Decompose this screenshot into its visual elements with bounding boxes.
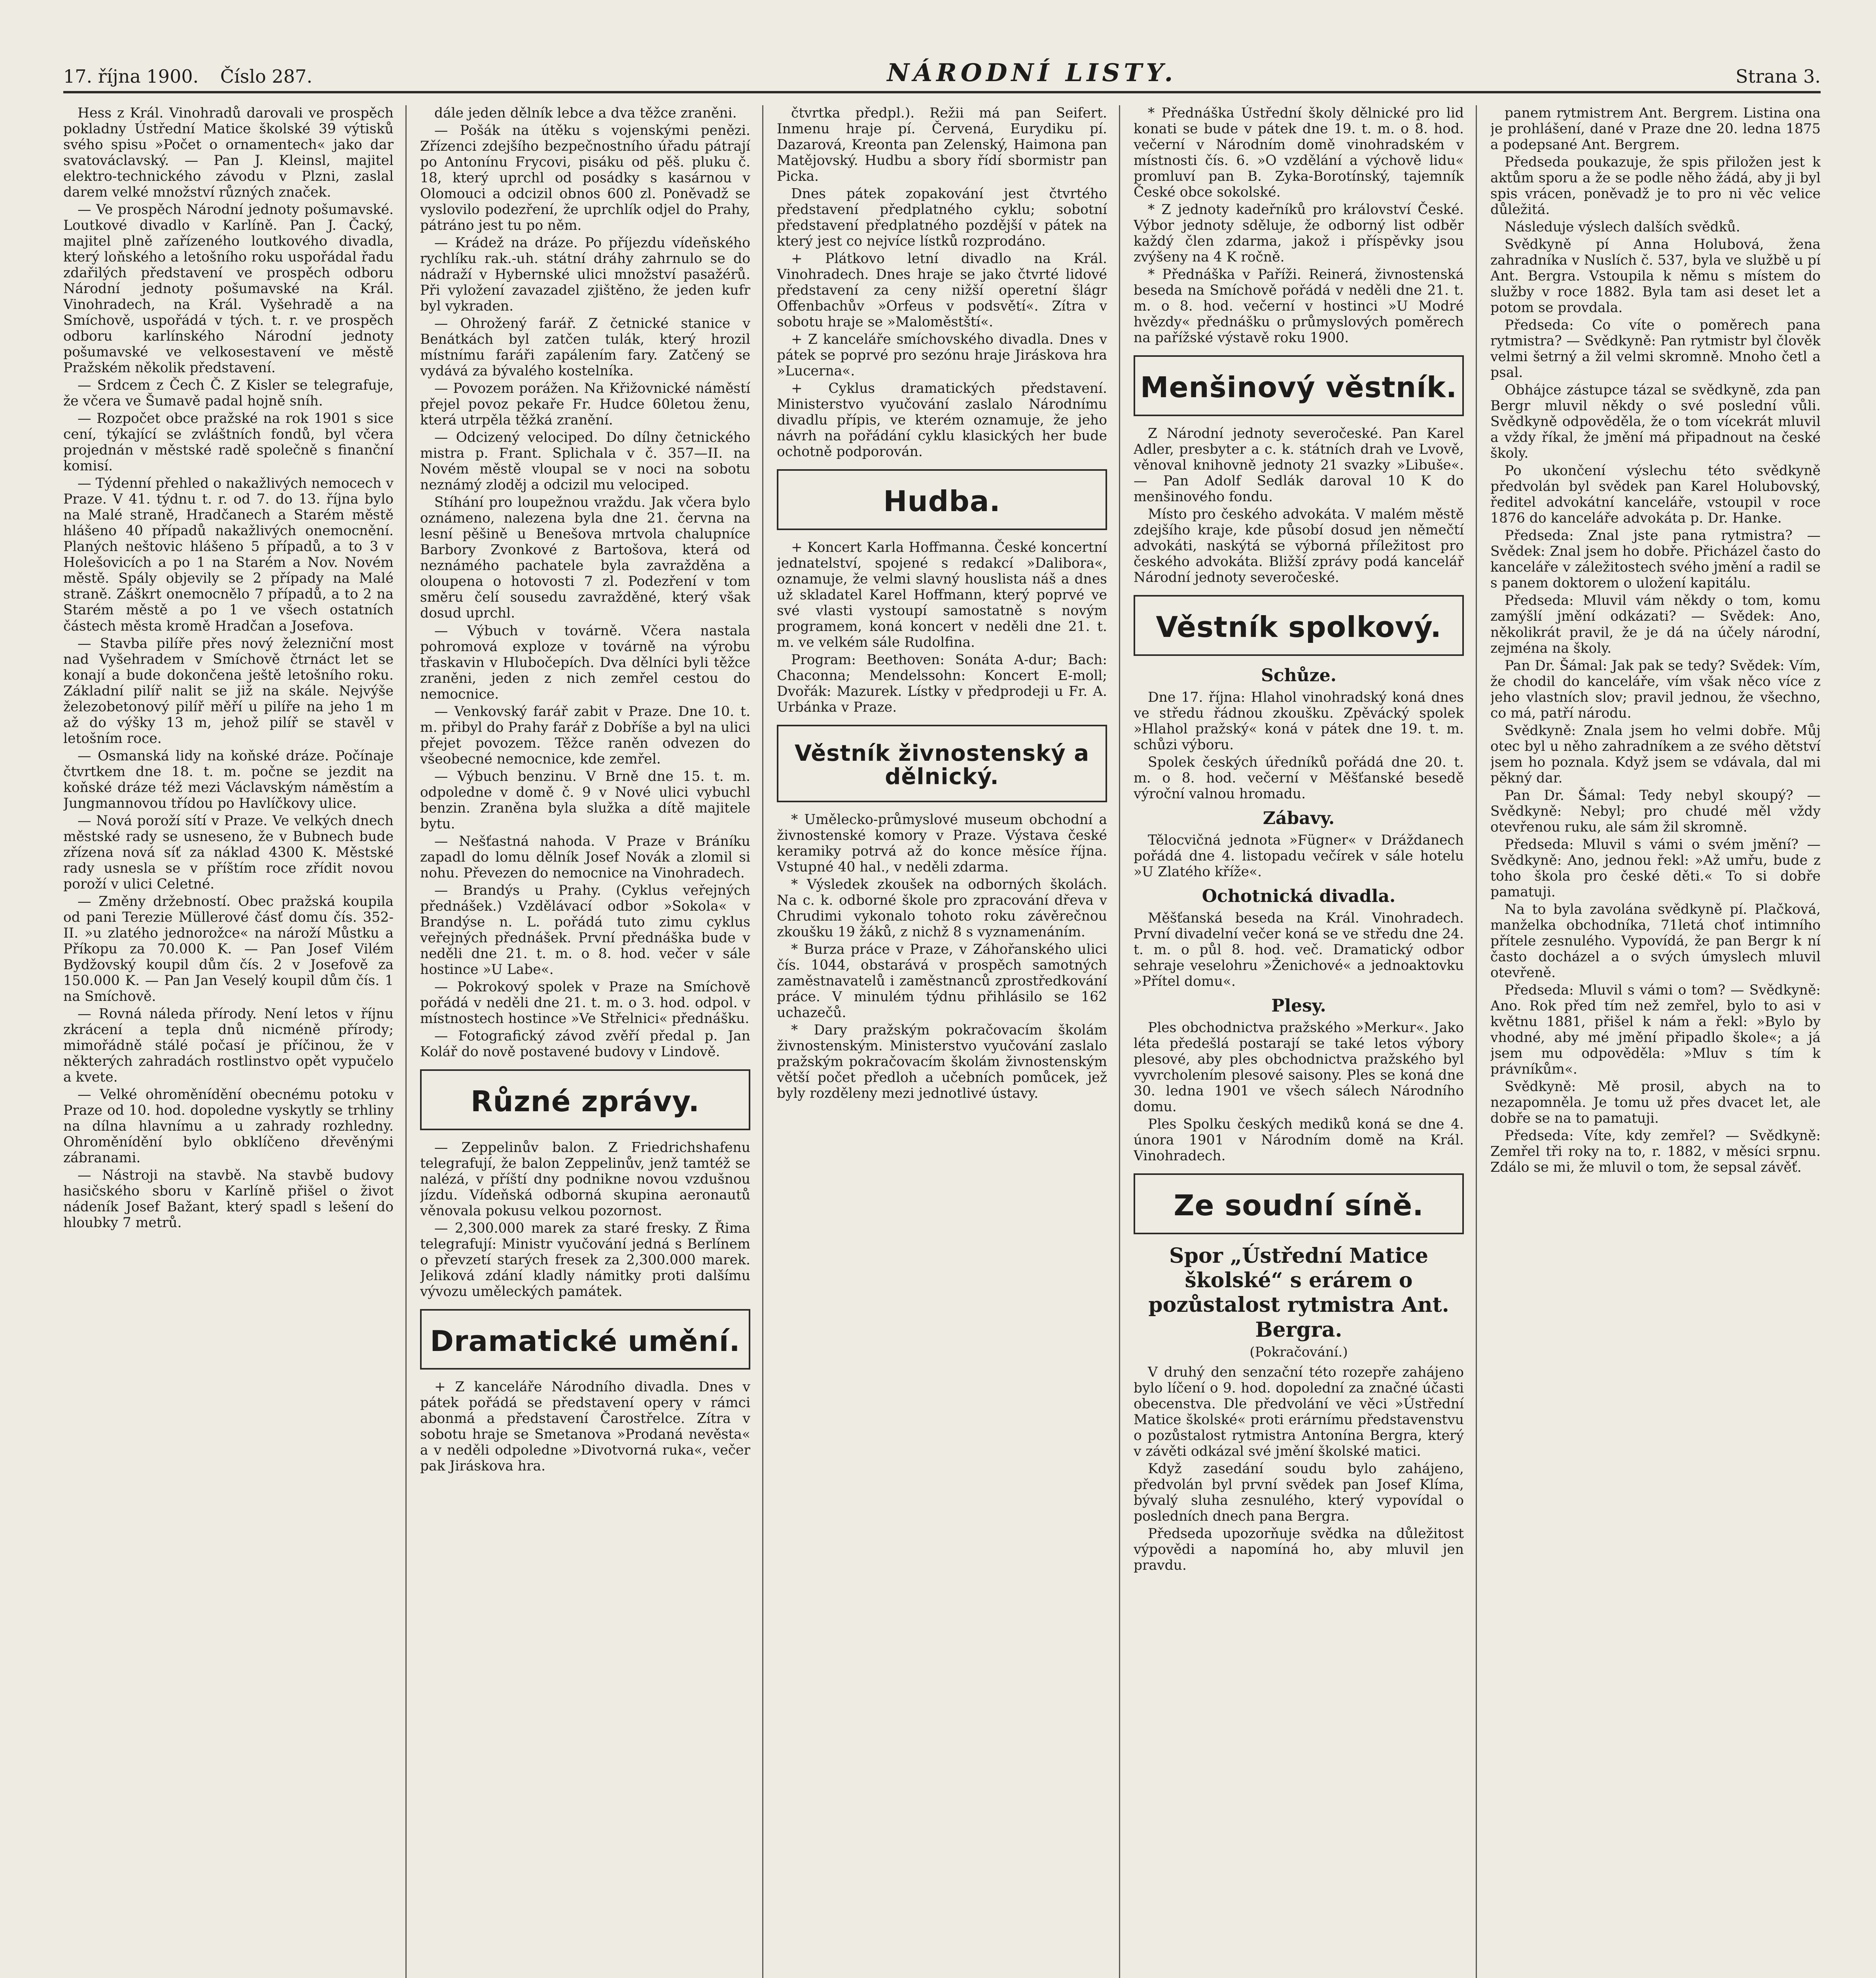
article-paragraph: dále jeden dělník lebce a dva těžce zraněni. [434,105,737,121]
article-paragraph: + Z kanceláře Národního divadla. Dnes v pátek pořádá se představení opery v rámci abonmá a představení Čarostřelce. Zítra v sobotu hraje se Smetanova »Prodaná nevěsta« a v neděli odpoledne »Divotvorná ruka«, večer pak Jiráskova hra. [420,1379,750,1474]
article-paragraph: * Dary pražským pokračovacím školám živnostenským. Ministerstvo vyučování zaslalo pražským pokračovacím školám živnostenským větší počet předloh a učebních pomůcek, jež byly rozděleny mezi jednotlivé ústavy. [777,1022,1107,1101]
article-paragraph: Předseda: Znal jste pana rytmistra? — Svědek: Znal jsem ho dobře. Přicházel často do kanceláře v záležitostech svého jmění a radil se s panem doktorem o uložení kapitálu. [1490,528,1821,591]
article-paragraph: Ples obchodnictva pražského »Merkur«. Jako léta předešlá postarají se také letos výbory plesové, aby ples obchodnictva pražského byl vyvrcholením plesové saisony. Ples se koná dne 30. ledna 1901 ve všech sálech Národního domu. [1134,1019,1464,1115]
section-heading: Hudba. [883,485,1001,518]
section-heading: Věstník spolkový. [1156,610,1442,644]
article-paragraph: * Přednáška v Paříži. Reinerá, živnostenská beseda na Smíchově pořádá v neděli dne 21. t. m. o 8. hod. večerní v hostinci »U Modré hvězdy« přednášku o průmyslových poměrech na pařížské výstavě roku 1900. [1134,267,1464,346]
article-paragraph: Dnes pátek zopakování jest čtvrtého představení předplatného cyklu; sobotní představení předplatného pozdější v pátek na který jest co nejvíce lístků rozprodáno. [777,186,1107,250]
article-paragraph: * Přednáška Ústřední školy dělnické pro lid konati se bude v pátek dne 19. t. m. o 8. hod. večerní v Národním domě vinohradském v místnosti čís. 6. »O vzdělání a výchově lidu« promluví pan B. Zyka-Borotínský, tajemník České obce sokolské. [1134,105,1464,201]
article-paragraph: panem rytmistrem Ant. Bergrem. Listina ona je prohlášení, dané v Praze dne 20. ledna 1875 a podepsané Ant. Bergrem. [1490,105,1821,153]
article-paragraph: — Ohrožený farář. Z četnické stanice v Benátkách byl zatčen tulák, který hrozil místnímu faráři zapálením fary. Zatčený se vydává za bývalého kostelníka. [420,316,750,379]
article-paragraph: Předseda: Co víte o poměrech pana rytmistra? — Svědkyně: Pan rytmistr byl člověk velmi šetrný a žil velmi skromně. Mnoho četl a psal. [1490,317,1821,381]
article-paragraph: V druhý den senzační této rozepře zahájeno bylo líčení o 9. hod. dopolední za značné účasti obecenstva. Dle předvolání ve věci »Ústřední Matice školské« proti erárnímu představenstvu o pozůstalost rytmistra Antonína Bergra, který v závěti odkázal své jmění školské matici. [1134,1364,1464,1459]
article-paragraph: — Rovná náleda přírody. Není letos v říjnu zkrácení a tepla dnů nicméně přírody; mimořádně stálé počasí je příčinou, že v některých zahradách rostlinstvo opět vypučelo a kvete. [63,1006,394,1085]
article-paragraph: Stíhání pro loupežnou vraždu. Jak včera bylo oznámeno, nalezena byla dne 21. června na lesní pěšině u Benešova mrtvola chalupníce Barbory Zvonkové z Bartošova, která od neznámého pachatele byla zavražděna a oloupena o hotovosti 7 zl. Podezření v tom směru čelí sousedu zavražděné, který však dosud uprchl. [420,494,750,621]
article-columns [63,105,1821,1978]
issue-number: Číslo 287. [220,66,312,87]
article-paragraph: + Koncert Karla Hoffmanna. České koncertní jednatelství, spojené s redakcí »Dalibora«, oznamuje, že velmi slavný houslista náš a dnes už skladatel Karel Hoffmann, který poprvé ve své vlasti vystoupí samostatně s novým programem, koná koncert v neděli dne 21. t. m. ve velkém sále Rudolfina. [777,539,1107,651]
article-paragraph: Když zasedání soudu bylo zahájeno, předvolán byl první svědek pan Josef Klíma, bývalý sluha zesnulého, který vypovídal o posledních dnech pana Bergra. [1134,1461,1464,1524]
article-paragraph: Následuje výslech dalších svědků. [1505,219,1740,235]
article-paragraph: Program: Beethoven: Sonáta A-dur; Bach: Chaconna; Mendelssohn: Koncert E-moll; Dvořák: Mazurek. Lístky v předprodeji u Fr. A. Urbánka v Praze. [777,652,1107,716]
page-header [63,59,1821,93]
article-paragraph: — Povozem porážen. Na Křižovnické náměstí přejel povoz pekaře Fr. Hudce 60letou ženu, která utrpěla těžká zranění. [420,381,750,428]
article-paragraph: — Krádež na dráze. Po příjezdu vídeňského rychlíku rak.-uh. státní dráhy zahrnulo se do nádraží v Hybernské ulici množství pasažérů. Při vyložení zavazadel zjištěno, že jeden kufr byl vykraden. [420,235,750,315]
article-paragraph: Pan Dr. Šámal: Jak pak se tedy? Svědek: Vím, že chodil do kanceláře, vím však něco více z jeho vlastních slov; pravil jednou, že všechno, co má, patří národu. [1490,657,1821,721]
article-paragraph: Předseda upozorňuje svědka na důležitost výpovědi a napomíná ho, aby mluvil jen pravdu. [1134,1525,1464,1573]
article-paragraph: — Týdenní přehled o nakažlivých nemocech v Praze. V 41. týdnu t. r. od 7. do 13. října bylo na Malé straně, Hradčanech a Starém městě hlášeno 40 případů nakažlivých onemocnění. Planých neštovic hlášeno 5 případů, a to 3 v Holešovicích a po 1 na Starém a Nov. Novém městě. Spály objevily se 2 případy na Malé straně. Záškrt onemocnělo 7 případů, a to 2 na Starém městě a po 1 ve všech ostatních částech města kromě Hradčan a Josefova. [63,476,394,634]
header-left [63,66,328,87]
article-paragraph: Z Národní jednoty severočeské. Pan Karel Adler, presbyter a c. k. státních drah ve Lvově, věnoval knihovně jednoty 21 svazky »Libuše«. — Pan Adolf Sedlák daroval 10 K do menšinového fondu. [1134,425,1464,505]
article-paragraph: Na to byla zavolána svědkyně pí. Plačková, manželka obchodníka, 71letá choť intimního přítele zesnulého. Vypovídá, že pan Bergr k ní často docházel a o svých úmyslech mluvil otevřeně. [1490,901,1821,981]
continuation-note: (Pokračování.) [1249,1344,1348,1360]
article-paragraph: Dne 17. října: Hlahol vinohradský koná dnes ve středu řádnou zkoušku. Zpěvácký spolek »Hlahol pražský« koná v pátek dne 19. t. m. schůzi výboru. [1134,689,1464,753]
article-paragraph: — Zeppelinův balon. Z Friedrichshafenu telegrafují, že balon Zeppelinův, jenž tamtéž se nalézá, v příští dny podnikne novou vzdušnou jízdu. Vídeňská odborná skupina aeronautů věnovala pokusu velkou pozornost. [420,1139,750,1219]
article-paragraph: Ples Spolku českých mediků koná se dne 4. února 1901 v Národním domě na Král. Vinohradech. [1134,1116,1464,1164]
article-paragraph: — Odcizený velociped. Do dílny četnického mistra p. Frant. Splichala v č. 357—II. na Novém městě vloupal se v noci na sobotu neznámý zloděj a odcizil mu velociped. [420,430,750,493]
article-paragraph: — Rozpočet obce pražské na rok 1901 s sice cení, týkající se zvláštních fondů, byl včera projednán v městské radě společně s finanční komisí. [63,411,394,474]
article-paragraph: Po ukončení výslechu této svědkyně předvolán byl svědek pan Karel Holubovský, ředitel advokátní kanceláře, vstoupil v roce 1876 do kanceláře advokáta p. Dr. Hanke. [1490,463,1821,527]
article-paragraph: — Výbuch v továrně. Včera nastala pohromová exploze v továrně na výrobu třaskavin v Hlubočepích. Dva dělníci byli těžce zraněni, jeden z nich zemřel cestou do nemocnice. [420,623,750,702]
article-paragraph: + Plátkovo letní divadlo na Král. Vinohradech. Dnes hraje se jako čtvrté lidové představení za ceny nižší operetní šlágr Offenbachův »Orfeus v podsvětí«. Zítra v sobotu hraje se »Maloměstští«. [777,251,1107,330]
article-paragraph: Předseda: Mluvil s vámi o tom? — Svědkyně: Ano. Rok před tím než zemřel, bylo to asi v květnu 1881, přišel k nám a řekl: »Bylo by vhodné, aby mé jmění připadlo škole«; a já jsem mu odpověděla: »Mluv s tím k právníkům«. [1490,982,1821,1077]
masthead: NÁRODNÍ LISTY. [887,58,1177,87]
article-paragraph: Svědkyně: Mě prosil, abych na to nezapomněla. Je tomu už přes dvacet let, ale dobře se na to pamatuji. [1490,1078,1821,1126]
article-paragraph: — Srdcem z Čech Č. Z Kisler se telegrafuje, že včera ve Šumavě padal hojně sníh. [63,377,394,409]
section-box-spolkovy [1134,595,1464,656]
article-paragraph: — 2,300.000 marek za staré fresky. Z Řima telegrafují: Ministr vyučování jedná s Berlínem o převzetí starých fresek za 2,300.000 marek. Jeliková zdání kladly námitky proti dalšímu vývozu uměleckých památek. [420,1220,750,1300]
article-paragraph: Místo pro českého advokáta. V malém městě zdejšího kraje, kde působí dosud jen němečtí advokáti, naskýtá se výborná příležitost pro českého advokáta. Bližší zprávy podá kancelář Národní jednoty severočeské. [1134,506,1464,585]
article-paragraph: — Fotografický závod zvěří předal p. Jan Kolář do nově postavené budovy v Lindově. [420,1028,750,1060]
article-paragraph: Předseda poukazuje, že spis přiložen jest k aktům sporu a že se podle něho žádá, aby ji byl spis vrácen, poněvadž je to pro ni věc velice důležitá. [1490,154,1821,218]
section-box-soudni [1134,1173,1464,1234]
article-paragraph: Předseda: Mluvil vám někdy o tom, komu zamýšlí jmění odkázati? — Svědek: Ano, několikrát pravil, že je dá na účely národní, zejména na školy. [1490,593,1821,656]
article-paragraph: Svědkyně pí Anna Holubová, žena zahradníka v Nuslích č. 537, byla ve službě u pí Ant. Bergra. Vstoupila k němu s místem do služby v roce 1882. Byla tam asi deset let a potom se provdala. [1490,237,1821,316]
subsection-heading: Schůze. [1261,665,1336,686]
article-paragraph: — Nešťastná nahoda. V Praze v Bráníku zapadl do lomu dělník Josef Novák a zlomil si nohu. Převezen do nemocnice na Vinohradech. [420,833,750,881]
article-paragraph: * Umělecko-průmyslové museum obchodní a živnostenské komory v Praze. Výstava české keramiky potrvá až do konce měsíce října. Vstupné 40 hal., v neděli zdarma. [777,811,1107,875]
subsection-heading: Ochotnická divadla. [1202,886,1396,906]
article-paragraph: — Výbuch benzinu. V Brně dne 15. t. m. odpoledne v domě č. 9 v Nové ulici vybuchl benzin. Zraněna byla služka a dítě majitele bytu. [420,768,750,832]
article-paragraph: Svědkyně: Znala jsem ho velmi dobře. Můj otec byl u něho zahradníkem a ze svého dětství jsem ho poznala. Když jsem se vdávala, dal mi pěkný dar. [1490,722,1821,786]
section-heading: Dramatické umění. [430,1324,740,1358]
article-paragraph: * Burza práce v Praze, v Záhořanského ulici čís. 1044, obstarává v prospěch samotných zaměstnavatelů i zaměstnanců zprostředkování práce. V minulém týdnu přihlásilo se 162 uchazečů. [777,941,1107,1021]
article-paragraph: — Stavba pilíře přes nový železniční most nad Vyšehradem v Smíchově čtrnáct let se konají a bude dokončena ještě letošního roku. Základní pilíř nalit se již na skále. Nejvýše železobetonový pilíř měří u pilíře na jeho 1 m až do výšky 13 m, jehož pilíř se stavěl v letošním roce. [63,635,394,746]
subsection-heading: Plesy. [1271,995,1326,1016]
subsection-heading: Zábavy. [1263,808,1335,828]
article-paragraph: Předseda: Mluvil s vámi o svém jmění? — Svědkyně: Ano, jednou řekl: »Až umřu, bude z toho škola pro české děti.« To si dobře pamatuji. [1490,836,1821,900]
article-paragraph: — Brandýs u Prahy. (Cyklus veřejných přednášek.) Vzdělávací odbor »Sokola« v Brandýse n. L. pořádá tuto zimu cyklus veřejných přednášek. První přednáška bude v neděli dne 21. t. m. o 8. hod. večer v sále hostince »U Labe«. [420,882,750,978]
article-paragraph: — Venkovský farář zabit v Praze. Dne 10. t. m. přibyl do Prahy farář z Dobříše a byl na ulici přejet povozem. Těžce raněn odvezen do všeobecné nemocnice, kde zemřel. [420,703,750,767]
article-paragraph: čtvrtka předpl.). Režii má pan Seifert. Inmenu hraje pí. Červená, Eurydiku pí. Dazarová, Kreonta pan Zelenský, Haimona pan Matějovský. Hudbu a sbory řídí sbormistr pan Picka. [777,105,1107,185]
article-paragraph: Pan Dr. Šámal: Tedy nebyl skoupý? — Svědkyně: Nebyl; pro chudé měl vždy otevřenou ruku, ale sám žil skromně. [1490,787,1821,835]
article-paragraph: — Velké ohroměnídění obecnému potoku v Praze od 10. hod. dopoledne vyskytly se trhliny na dílna hlavnímu a u zahrady rozhledny. Ohroměnídění bylo obklíčeno dřevěnými zábranami. [63,1086,394,1166]
section-box-dramaticke [420,1309,750,1370]
article-paragraph: + Cyklus dramatických představení. Ministerstvo vyučování zaslalo Národnímu divadlu přípis, ve kterém oznamuje, že jeho návrh na pořádání cyklu klasických her bude ochotně podporován. [777,381,1107,460]
issue-date: 17. října 1900. [63,66,199,87]
section-box-mensinovy [1134,355,1464,416]
article-paragraph: — Ve prospěch Národní jednoty pošumavské. Loutkové divadlo v Karlíně. Pan J. Čacký, majitel plně zařízeného loutkového divadla, který loňského a letošního roku uspořádal řadu zdařilých představení ve prospěch odboru Národní jednoty pošumavské na Král. Vinohradech, na Král. Vyšehradě a na Smíchově, uspořádá v tých. t. r. ve prospěch odboru karlínského Národní jednoty pošumavské ve velkosestavení ve městě Pražském několik představení. [63,202,394,376]
article-paragraph: — Nová poroží sítí v Praze. Ve velkých dnech městské rady se usneseno, že v Bubnech bude zřízena nová síť za náklad 4300 K. Městské rady usnesla se v příštím roce zřídit novou poroží v ulici Celetné. [63,813,394,892]
section-box-ruzne [420,1069,750,1130]
page-number: Strana 3. [1736,66,1821,87]
section-heading: Věstník živnostenský a dělnický. [794,741,1090,790]
column-4 [1134,105,1477,1978]
article-paragraph: Předseda: Víte, kdy zemřel? — Svědkyně: Zemřel tři roky na to, r. 1882, v měsíci srpnu. Zdálo se mi, že mluvil o tom, že sepsal závěť. [1490,1127,1821,1176]
article-paragraph: + Z kanceláře smíchovského divadla. Dnes v pátek se poprvé pro sezónu hraje Jiráskova hra »Lucerna«. [777,332,1107,379]
section-box-hudba [777,469,1107,530]
article-paragraph: — Pokrokový spolek v Praze na Smíchově pořádá v neděli dne 21. t. m. o 3. hod. odpol. v místnostech hostince »Ve Střelnici« přednášku. [420,979,750,1027]
article-paragraph: Obhájce zástupce tázal se svědkyně, zda pan Bergr mluvil někdy o své poslední vůli. Svědkyně odpověděla, že o tom vícekrát mluvil a vždy říkal, že jmění má připadnout na české školy. [1490,382,1821,462]
section-heading: Ze soudní síně. [1174,1189,1424,1222]
article-paragraph: — Pošák na útěku s vojenskými penězi. Zřízenci zdejšího bezpečnostního úřadu pátrají po Antonínu Frycovi, pisáku od pěš. pluku č. 18, který uprchl od posádky s kasárnou v Olomouci a odcizil obnos 600 zl. Poněvadž se vyslovilo podezření, že uprchlík odjel do Prahy, pátráno jest tu po něm. [420,123,750,234]
article-paragraph: Tělocvičná jednota »Fügner« v Dráždanech pořádá dne 4. listopadu večírek v sále hotelu »U Zlatého kříže«. [1134,832,1464,880]
article-paragraph: — Změny držebností. Obec pražská koupila od pani Terezie Müllerové čásť domu čís. 352-II. »u zlatého jednorožce« na nároží Můstku a Příkopu za 70.000 K. — Pan Josef Vilém Bydžovský koupil dům čís. 2 v Josefově za 150.000 K. — Pan Jan Veselý koupil dům čís. 1 na Smíchově. [63,893,394,1004]
column-2 [420,105,763,1978]
article-paragraph: * Výsledek zkoušek na odborných školách. Na c. k. odborné škole pro zpracování dřeva v Chrudimi vykonalo tohoto roku závěrečnou zkoušku 19 žáků, z nichž 8 s vyznamenáním. [777,876,1107,940]
article-paragraph: Hess z Král. Vinohradů darovali ve prospěch pokladny Ústřední Matice školské 39 výtisků svého spisu »Počet o ornamentech« jako dar svatováclavský. — Pan J. Kleinsl, majitel elektro-technického závodu v Plzni, zaslal darem velké množství různých značek. [63,105,394,201]
section-box-zivnostensky [777,725,1107,802]
article-paragraph: — Nástroji na stavbě. Na stavbě budovy hasičského sboru v Karlíně přišel o život nádeník Josef Bažant, který spadl s lešení do hloubky 7 metrů. [63,1167,394,1231]
article-paragraph: Spolek českých úředníků pořádá dne 20. t. m. o 8. hod. večerní v Měšťanské besedě výroční valnou hromadu. [1134,754,1464,802]
column-5 [1490,105,1821,1978]
article-paragraph: Měšťanská beseda na Král. Vinohradech. První divadelní večer koná se ve středu dne 24. t. m. o půl 8. hod. več. Dramatický odbor sehraje veselohru »Ženichové« a jednoaktovku »Přítel domu«. [1134,910,1464,989]
section-heading: Menšinový věstník. [1140,371,1458,404]
column-3 [777,105,1120,1978]
section-heading: Různé zprávy. [471,1084,700,1118]
court-case-heading: Spor „Ústřední Matice školské“ s erárem o pozůstalost rytmistra Ant. Bergra. [1148,1243,1449,1342]
article-paragraph: — Osmanská lidy na koňské dráze. Počínaje čtvrtkem dne 18. t. m. počne se jezdit na koňské dráze též mezi Václavským náměstím a Jungmannovou třídou po Havlíčkovy ulice. [63,748,394,811]
article-paragraph: * Z jednoty kadeřníků pro království České. Výbor jednoty sděluje, že odborný list odběr každý člen zdarma, jakož i příspěvky jsou zvýšeny na 4 K ročně. [1134,202,1464,265]
column-1 [63,105,407,1978]
